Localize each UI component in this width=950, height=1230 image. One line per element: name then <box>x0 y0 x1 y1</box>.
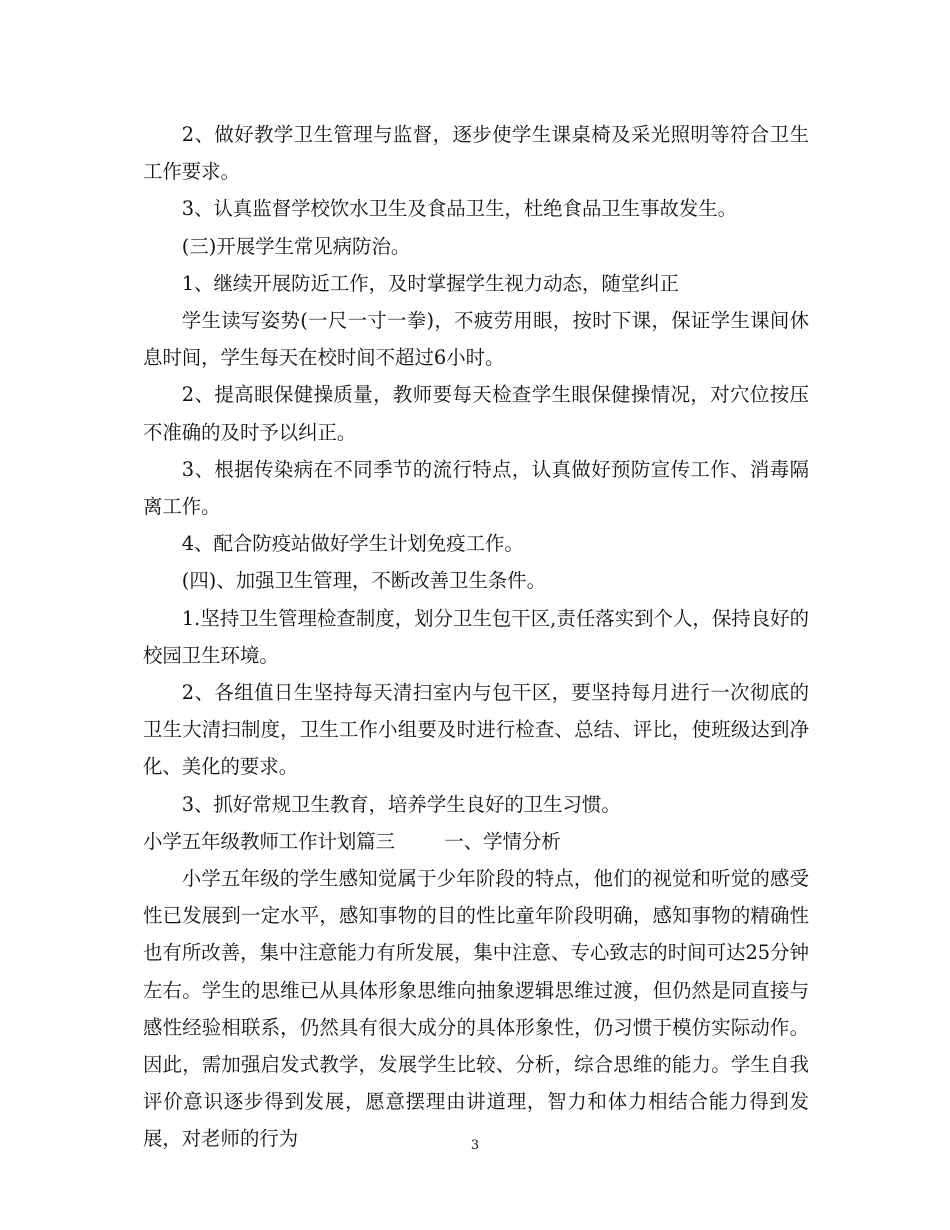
paragraph: 3、抓好常规卫生教育，培养学生良好的卫生习惯。 <box>181 792 621 816</box>
paragraph: 2、提高眼保健操质量，教师要每天检查学生眼保健操情况，对穴位按压不准确的及时予以纠正。 <box>143 383 809 444</box>
paragraph: 2、各组值日生坚持每天清扫室内与包干区，要坚持每月进行一次彻底的卫生大清扫制度，卫生工作小组要及时进行检查、总结、评比，使班级达到净化、美化的要求。 <box>143 681 809 779</box>
article-heading: 小学五年级教师工作计划篇三 一、学情分析 <box>143 829 561 853</box>
section-heading: (四)、加强卫生管理，不断改善卫生条件。 <box>181 569 546 593</box>
paragraph: 小学五年级的学生感知觉属于少年阶段的特点，他们的视觉和听觉的感受性已发展到一定水平，感知事物的目的性比童年阶段明确，感知事物的精确性也有所改善，集中注意能力有所发展，集中注意、专心致志的时间可达25分钟左右。学生的思维已从具体形象思维向抽象逻辑思维过渡，但仍然是同直接与感性经验相联系，仍然具有很大成分的具体形象性，仍习惯于模仿实际动作。因此，需加强启发式教学，发展学生比较、分析，综合思维的能力。学生自我评价意识逐步得到发展，愿意摆理由讲道理，智力和体力相结合能力得到发展，对老师的行为 <box>143 867 809 1151</box>
paragraph: 2、做好教学卫生管理与监督，逐步使学生课桌椅及采光照明等符合卫生工作要求。 <box>143 123 809 184</box>
section-heading: (三)开展学生常见病防治。 <box>181 234 411 258</box>
paragraph: 1、继续开展防近工作，及时掌握学生视力动态，随堂纠正 <box>181 271 679 295</box>
paragraph: 学生读写姿势(一尺一寸一拳)，不疲劳用眼，按时下课，保证学生课间休息时间，学生每天在校时间不超过6小时。 <box>143 309 809 370</box>
paragraph: 1.坚持卫生管理检查制度，划分卫生包干区,责任落实到个人，保持良好的校园卫生环境。 <box>143 606 809 667</box>
paragraph: 3、认真监督学校饮水卫生及食品卫生，杜绝食品卫生事故发生。 <box>181 197 738 221</box>
page-number: 3 <box>470 1138 480 1153</box>
paragraph: 3、根据传染病在不同季节的流行特点，认真做好预防宣传工作、消毒隔离工作。 <box>143 457 809 519</box>
document-body <box>143 116 809 1158</box>
paragraph: 4、配合防疫站做好学生计划免疫工作。 <box>181 532 524 556</box>
